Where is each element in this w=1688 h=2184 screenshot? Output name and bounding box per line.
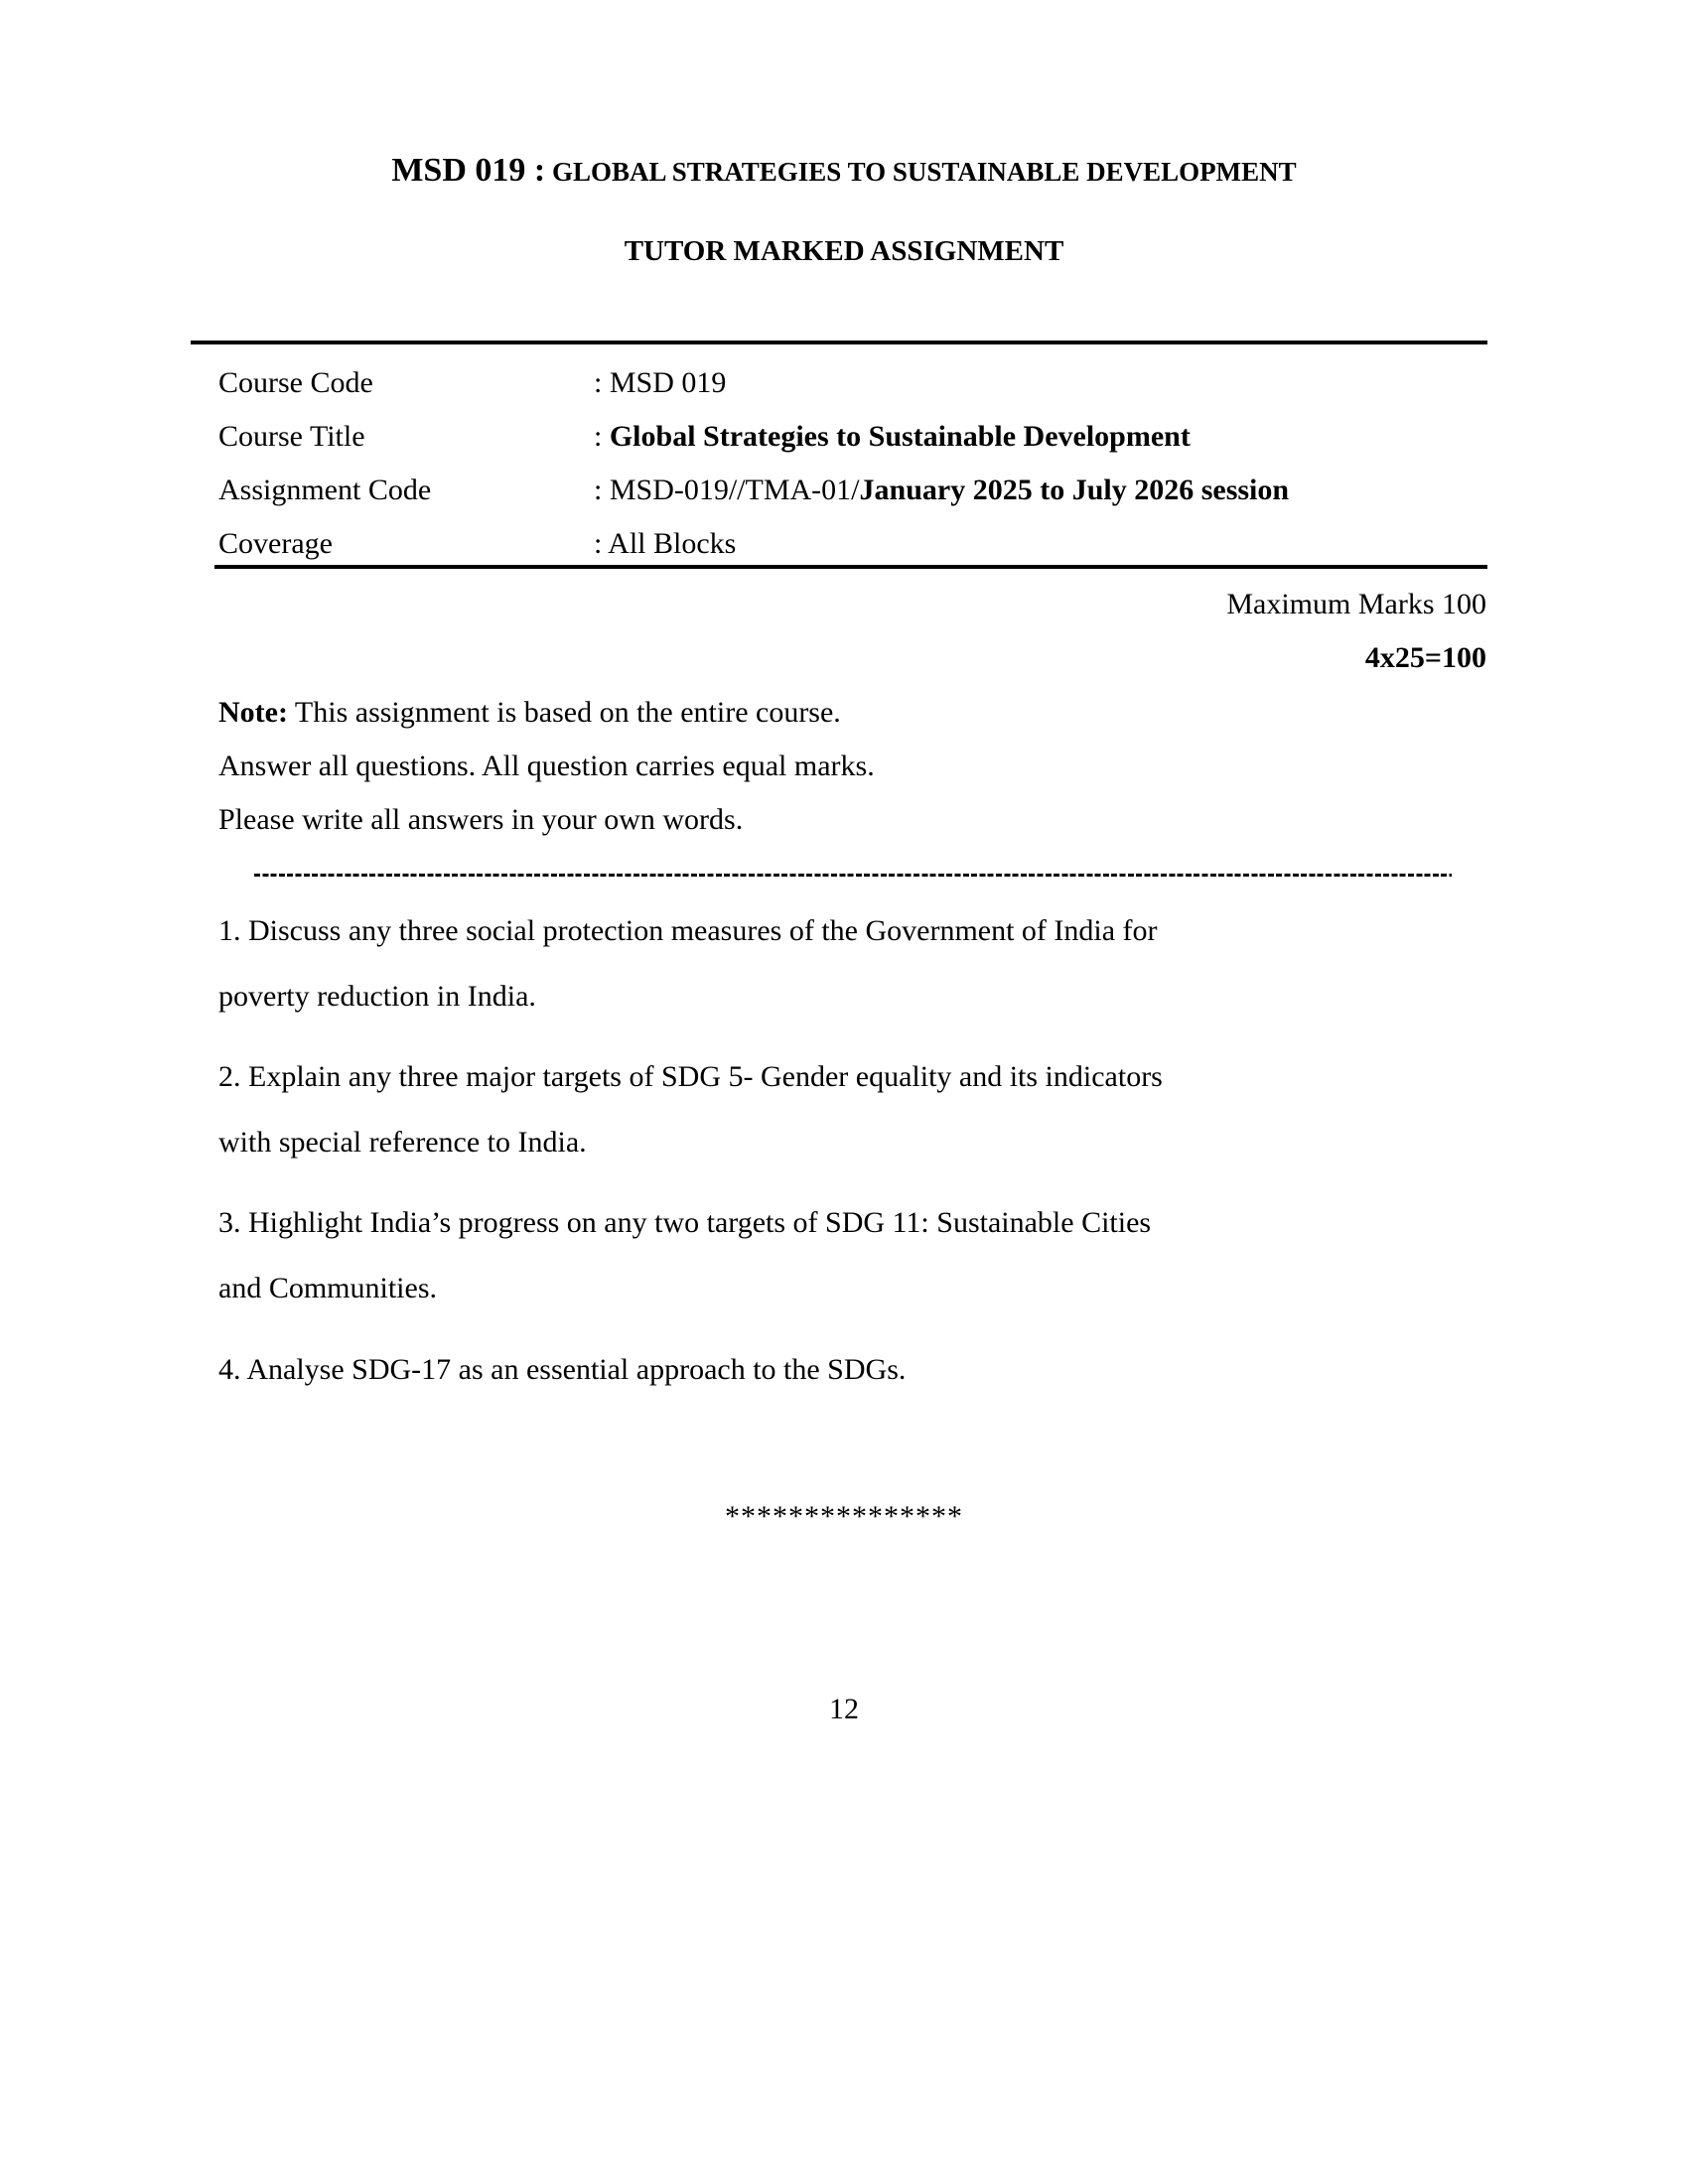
page-title (0, 151, 1688, 192)
info-value: : MSD 019 (594, 366, 727, 399)
note-line-1 (218, 693, 841, 733)
marks-breakdown: 4x25=100 (1364, 641, 1486, 674)
info-value: : MSD-019//TMA-01/ (594, 474, 860, 506)
title-course-name: GLOBAL STRATEGIES TO SUSTAINABLE DEVELOPMENT (551, 157, 1297, 187)
info-label: Assignment Code (218, 474, 432, 506)
question-2-line-1: 2. Explain any three major targets of SDG 5- Gender equality and its indicators (218, 1060, 1163, 1093)
question-2-line-2: with special reference to India. (218, 1126, 587, 1159)
dashed-separator (254, 874, 1452, 877)
question-3-line-1: 3. Highlight India’s progress on any two targets of SDG 11: Sustainable Cities (218, 1206, 1152, 1239)
info-value-bold: January 2025 to July 2026 session (859, 474, 1290, 506)
note-line-2: Answer all questions. All question carries equal marks. (218, 750, 875, 782)
info-label: Course Code (218, 366, 373, 399)
info-value: : (594, 420, 610, 453)
info-row-coverage (218, 524, 736, 564)
info-row-course-code (218, 363, 726, 403)
maximum-marks: Maximum Marks 100 (1226, 588, 1486, 620)
info-value-bold: Global Strategies to Sustainable Development (609, 420, 1191, 453)
question-1-line-1: 1. Discuss any three social protection measures of the Government of India for (218, 914, 1158, 947)
note-line-3: Please write all answers in your own words. (218, 803, 744, 836)
info-label: Course Title (218, 420, 365, 453)
info-row-assignment-code (218, 471, 1289, 510)
mid-rule-divider (214, 565, 1487, 569)
info-value: : All Blocks (594, 527, 737, 560)
top-rule-divider (191, 341, 1487, 344)
question-1-line-2: poverty reduction in India. (218, 980, 536, 1013)
question-4-line-1: 4. Analyse SDG-17 as an essential approach to the SDGs. (218, 1353, 907, 1386)
page-number: 12 (829, 1693, 859, 1725)
question-3-line-2: and Communities. (218, 1272, 437, 1304)
note-label: Note: (218, 696, 288, 729)
title-course-code: MSD 019 : (391, 152, 546, 189)
info-row-course-title (218, 417, 1191, 457)
end-asterisks: *************** (725, 1500, 963, 1533)
note-text: This assignment is based on the entire course. (287, 696, 841, 729)
page-subtitle: TUTOR MARKED ASSIGNMENT (624, 235, 1064, 267)
info-label: Coverage (218, 527, 333, 560)
